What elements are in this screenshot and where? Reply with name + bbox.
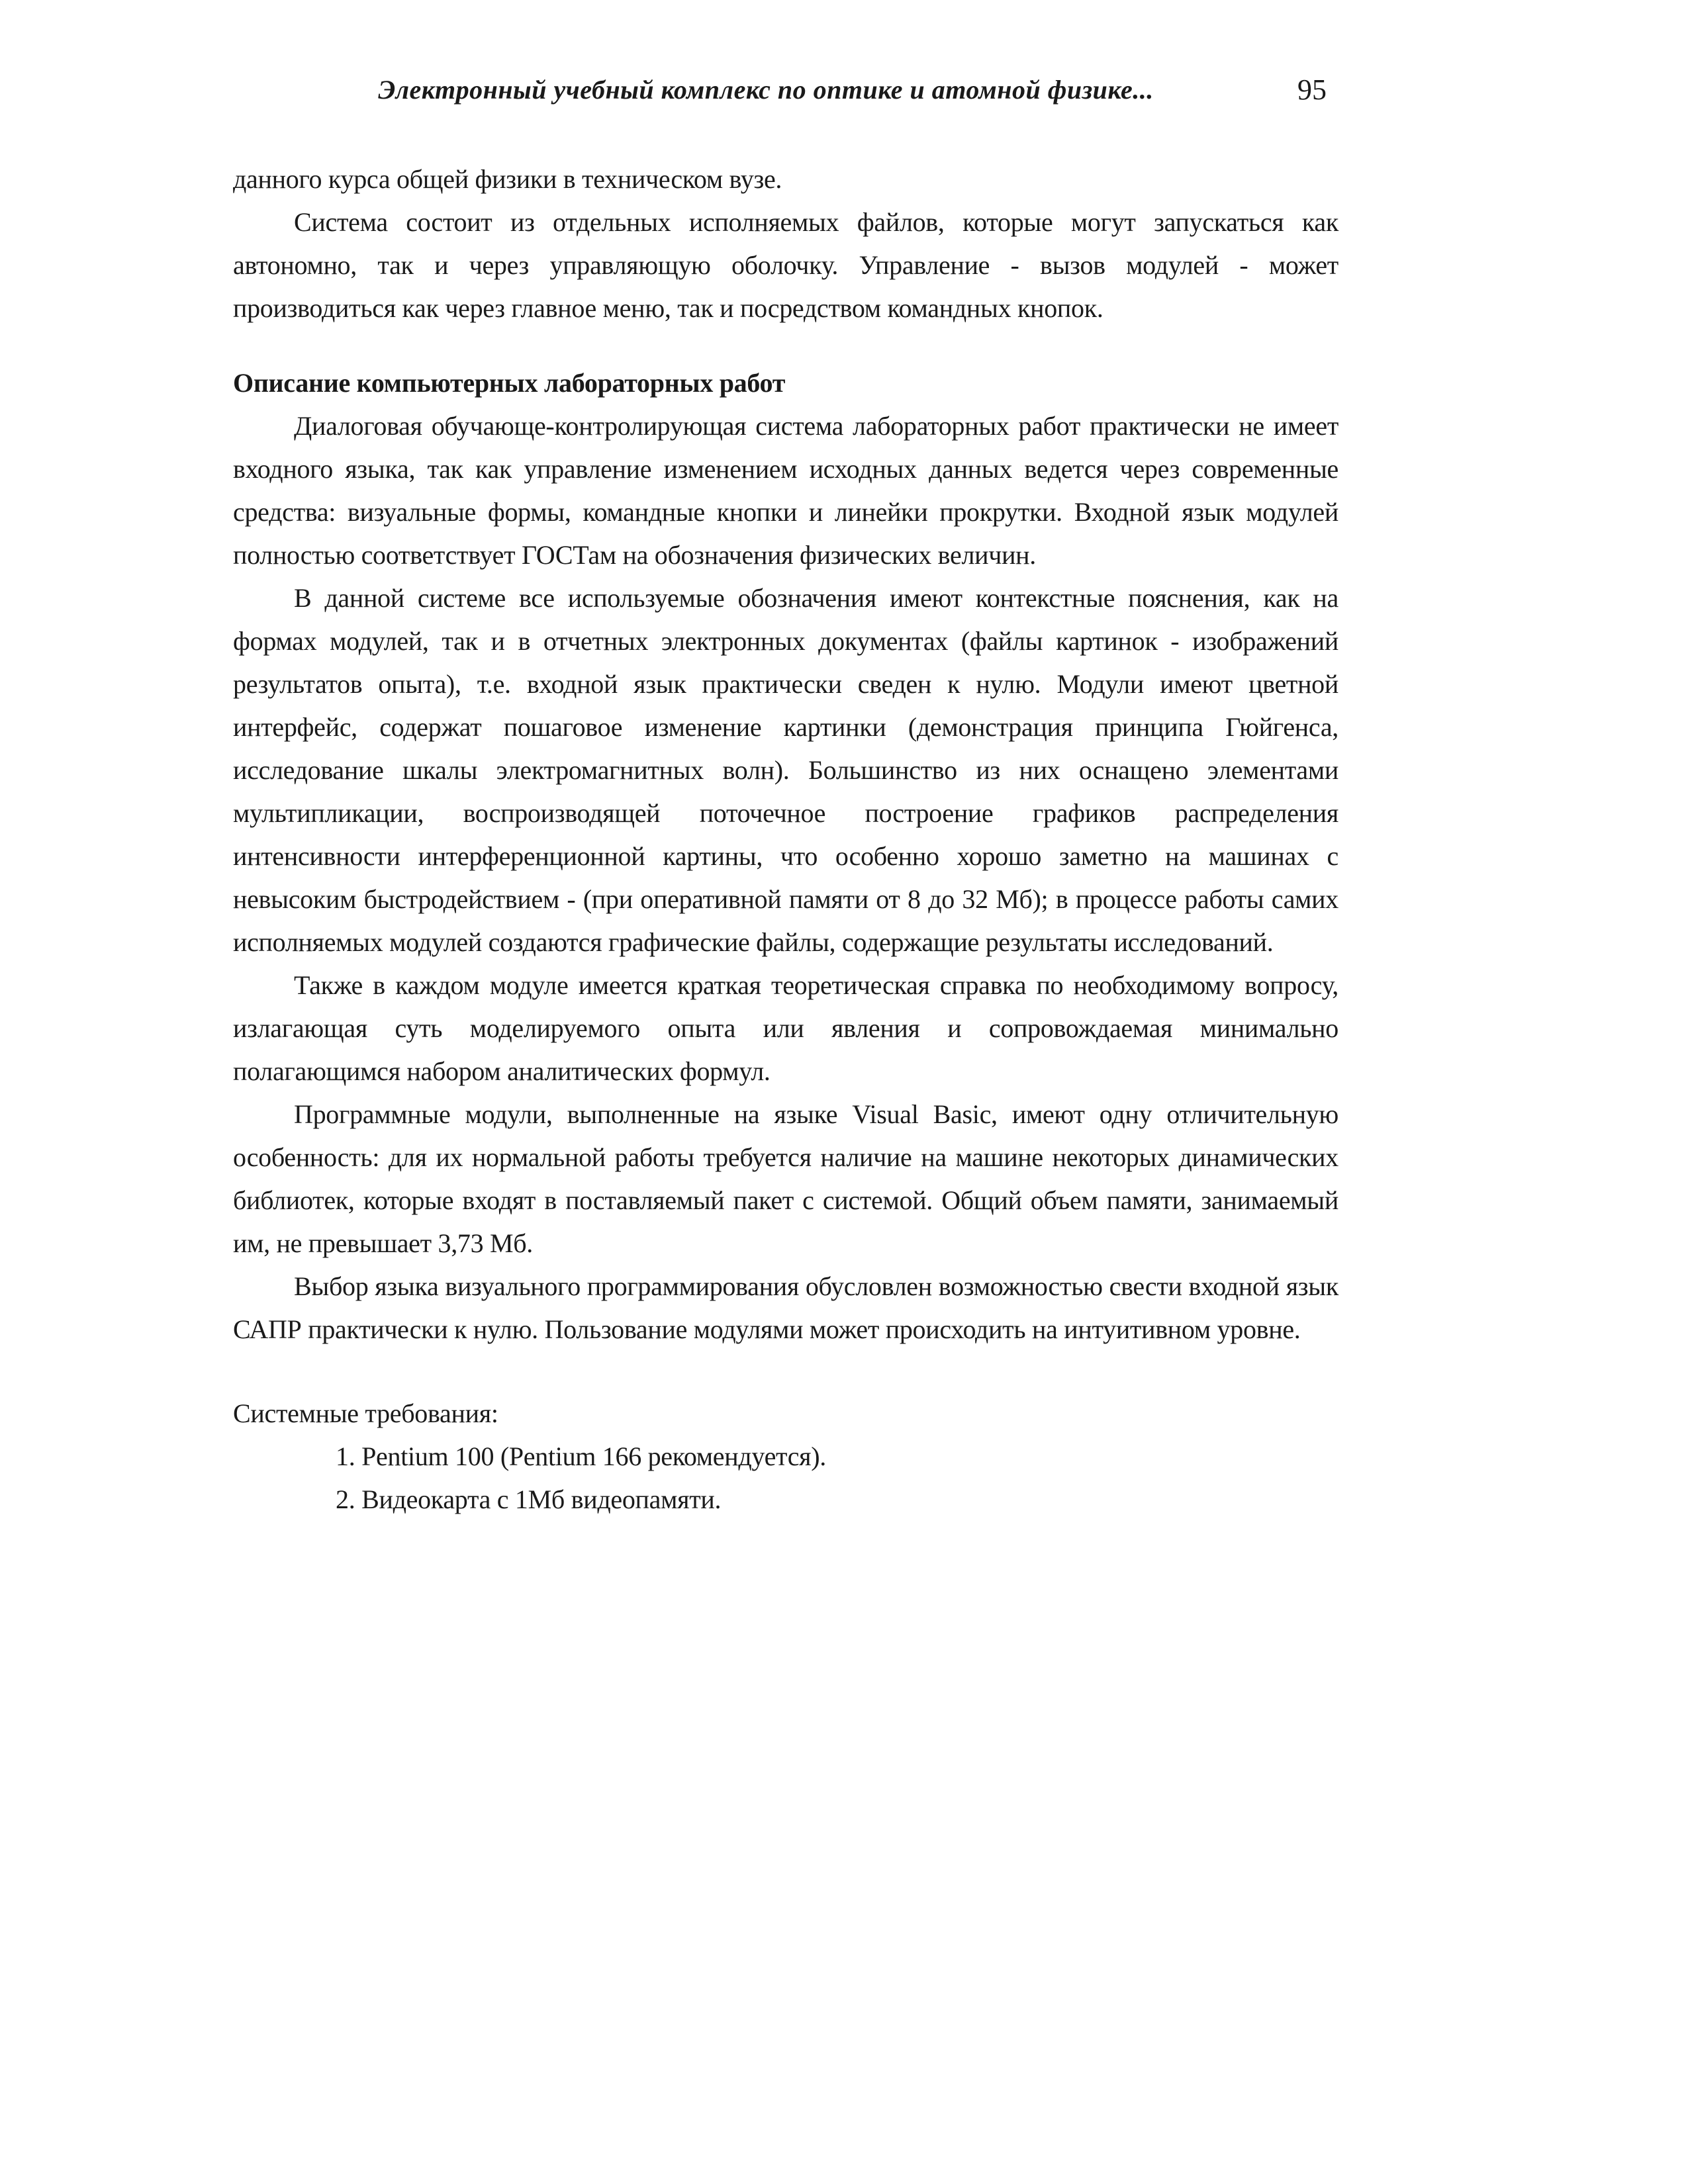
paragraph-theory-reference: Также в каждом модуле имеется краткая теоретическая справка по необходимому вопросу, излагающая суть моделируемого опыта или явления и сопровождаемая минимально полагающимся набором аналитических формул. — [233, 970, 1338, 1086]
running-title: Электронный учебный комплекс по оптике и атомной физике... — [378, 75, 1154, 105]
paragraph-system-structure: Система состоит из отдельных исполняемых файлов, которые могут запускаться как автономно, так и через управляющую оболочку. Управление - вызов модулей - может производиться как через главное меню, так и посредством командных кнопок. — [233, 207, 1338, 323]
requirement-item-video: 2. Видеокарта с 1Мб видеопамяти. — [336, 1484, 722, 1514]
paragraph-dialog-system: Диалоговая обучающе-контролирующая система лабораторных работ практически не имеет входного языка, так как управление изменением исходных данных ведется через современные средства: визуальные формы, командные кнопки и линейки прокрутки. Входной язык модулей полностью соответствует ГОСТам на обозначения физических величин. — [233, 411, 1338, 570]
page-header — [233, 71, 1338, 118]
paragraph-notation-context: В данной системе все используемые обозначения имеют контекстные пояснения, как на формах модулей, так и в отчетных электронных документах (файлы картинок - изображений результатов опыта), т.е. входной язык практически сведен к нулю. Модули имеют цветной интерфейс, содержат пошаговое изменение картинки (демонстрация принципа Гюйгенса, исследование шкалы электромагнитных волн). Большинство из них оснащено элементами мультипликации, воспроизводящей поточечное построение графиков распределения интенсивности интерференционной картины, что особенно хорошо заметно на машинах с невысоким быстродействием - (при оперативной памяти от 8 до 32 Мб); в процессе работы самих исполняемых модулей создаются графические файлы, содержащие результаты исследований. — [233, 583, 1338, 957]
body-text — [233, 158, 1338, 1521]
requirement-item-cpu: 1. Pentium 100 (Pentium 166 рекомендуется). — [336, 1441, 826, 1471]
page-number: 95 — [1297, 73, 1327, 106]
requirements-list — [233, 1435, 1338, 1521]
paragraph-course-continuation: данного курса общей физики в техническом вузе. — [233, 164, 782, 194]
requirements-title: Системные требования: — [233, 1398, 498, 1428]
paragraph-language-choice: Выбор языка визуального программирования обусловлен возможностью свести входной язык САПР практически к нулю. Пользование модулями может происходить на интуитивном уровне. — [233, 1271, 1338, 1344]
paragraph-visual-basic: Программные модули, выполненные на языке Visual Basic, имеют одну отличительную особенность: для их нормальной работы требуется наличие на машине некоторых динамических библиотек, которые входят в поставляемый пакет с системой. Общий объем памяти, занимаемый им, не превышает 3,73 Мб. — [233, 1099, 1338, 1258]
section-heading-lab-works: Описание компьютерных лабораторных работ — [233, 368, 786, 398]
